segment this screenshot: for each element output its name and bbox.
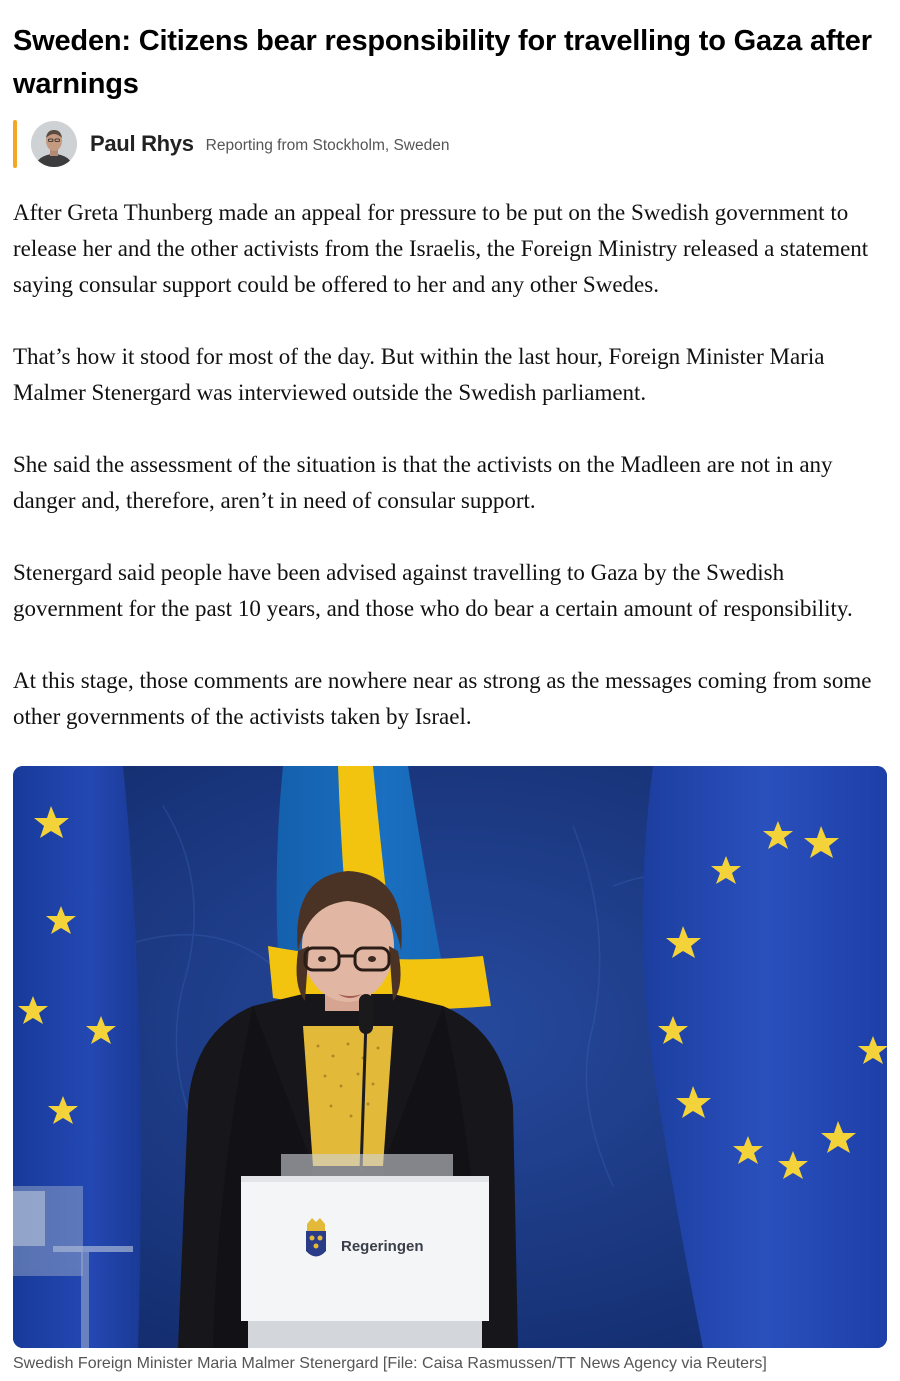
podium-label: Regeringen — [341, 1238, 424, 1255]
article-paragraph: After Greta Thunberg made an appeal for pressure to be put on the Swedish government to release her and the other activists from the Israelis, the Foreign Ministry released a statement saying consular support could be offered to her and any other Swedes. — [13, 200, 869, 297]
article-paragraph: That’s how it stood for most of the day. But within the last hour, Foreign Minister Maria Malmer Stenergard was interviewed outside the Swedish parliament. — [13, 344, 825, 405]
byline — [13, 120, 887, 168]
article-paragraph: She said the assessment of the situation is that the activists on the Madleen are not in any danger and, therefore, aren’t in need of consular support. — [13, 452, 833, 513]
author-avatar[interactable] — [31, 121, 77, 167]
article-body — [13, 195, 887, 735]
author-location: Reporting from Stockholm, Sweden — [205, 137, 450, 154]
photo-caption: Swedish Foreign Minister Maria Malmer Stenergard [File: Caisa Rasmussen/TT News Agency via Reuters] — [13, 1355, 767, 1372]
author-name[interactable]: Paul Rhys — [90, 131, 194, 156]
article-photo — [13, 766, 887, 1348]
press-conference-photo — [13, 766, 887, 1348]
regeringen-crest-icon — [306, 1218, 326, 1257]
article-headline: Sweden: Citizens bear responsibility for travelling to Gaza after warnings — [13, 25, 872, 100]
article-paragraph: At this stage, those comments are nowhere near as strong as the messages coming from some other governments of the activists taken by Israel. — [13, 668, 872, 729]
author-portrait-icon — [31, 121, 77, 167]
byline-accent-bar — [13, 120, 17, 168]
article — [13, 20, 887, 771]
article-paragraph: Stenergard said people have been advised against travelling to Gaza by the Swedish government for the past 10 years, and those who do bear a certain amount of responsibility. — [13, 560, 853, 621]
